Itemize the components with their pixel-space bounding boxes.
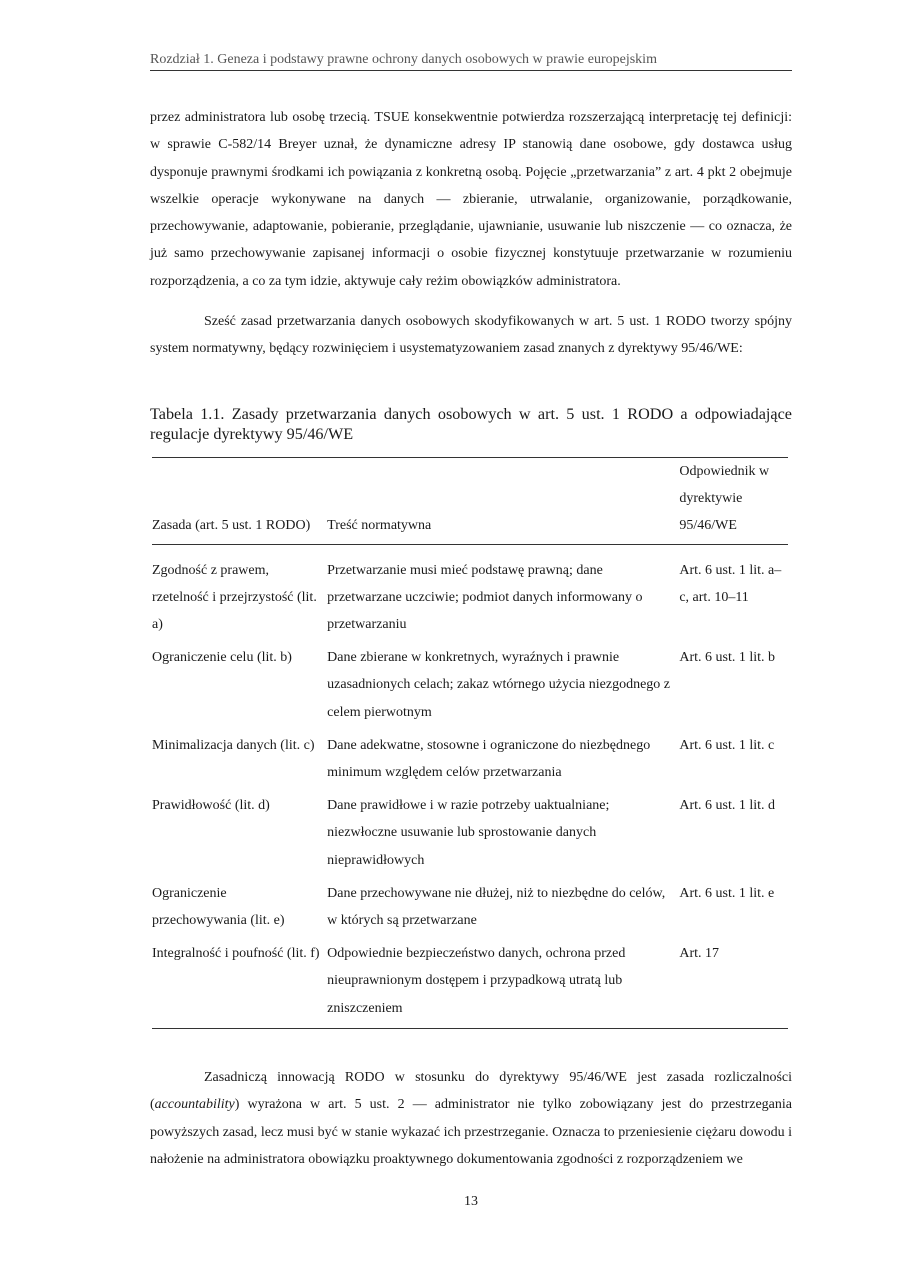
cell-directive: Art. 17 <box>679 946 720 962</box>
header-directive: Odpowiednik w dyrektywie 95/46/WE <box>679 464 770 534</box>
principles-table <box>152 457 788 1029</box>
page-number: 13 <box>464 1194 478 1209</box>
table-row <box>152 544 788 644</box>
body-paragraph-1: przez administratora lub osobę trzecią. TSUE konsekwentnie potwierdza rozszerzającą interpretację tej definicji: w sprawie C-582/14 Breyer uznał, że dynamiczne adresy IP stanowią dane osobowe, gdy dostawca usług dysponuje prawnymi środkami ich powiązania z konkretną osobą. Pojęcie „przetwarzania” z art. 4 pkt 2 obejmuje wszelkie operacje wykonywane na danych — zbieranie, utrwalanie, organizowanie, porządkowanie, przechowywanie, adaptowanie, pobieranie, przeglądanie, ujawnianie, usuwanie lub niszczenie — co oznacza, że już samo przechowywanie zapisanej informacji o osobie fizycznej konstytuuje przetwarzanie w rozumieniu rozporządzenia, a co za tym idzie, aktywuje cały reżim obowiązków administratora. <box>150 110 792 289</box>
header-content: Treść normatywna <box>327 518 432 534</box>
cell-principle: Zgodność z prawem, rzetelność i przejrzystość (lit. a) <box>152 562 317 633</box>
cell-principle: Ograniczenie przechowywania (lit. e) <box>152 885 285 929</box>
running-header: Rozdział 1. Geneza i podstawy prawne ochrony danych osobowych w prawie europejskim <box>150 50 792 71</box>
paragraph-3-after: ) wyrażona w art. 5 ust. 2 — administrator nie tylko zobowiązany jest do przestrzegania powyższych zasad, lecz musi być w stanie wykazać ich przestrzeganie. Oznacza to przeniesienie ciężaru dowodu i nałożenie na administratora obowiązku proaktywnego dokumentowania zgodności z rozporządzeniem we <box>150 1097 792 1167</box>
cell-principle: Ograniczenie celu (lit. b) <box>152 650 292 666</box>
header-principle: Zasada (art. 5 ust. 1 RODO) <box>152 518 311 534</box>
cell-content: Dane adekwatne, stosowne i ograniczone do niezbędnego minimum względem celów przetwarzania <box>327 737 651 781</box>
cell-directive: Art. 6 ust. 1 lit. b <box>679 650 776 666</box>
table-row <box>152 880 788 940</box>
body-paragraph-3 <box>150 1064 792 1173</box>
cell-directive: Art. 6 ust. 1 lit. a–c, art. 10–11 <box>679 562 782 605</box>
cell-content: Przetwarzanie musi mieć podstawę prawną; dane przetwarzane uczciwie; podmiot danych informowany o przetwarzaniu <box>327 562 643 633</box>
body-paragraph-2: Sześć zasad przetwarzania danych osobowych skodyfikowanych w art. 5 ust. 1 RODO tworzy spójny system normatywny, będący rozwinięciem i usystematyzowaniem zasad znanych z dyrektywy 95/46/WE: <box>150 314 792 357</box>
paragraph-3-before: Zasadniczą innowacją RODO w stosunku do dyrektywy 95/46/WE jest zasada rozliczalności ( <box>150 1070 792 1113</box>
cell-content: Dane przechowywane nie dłużej, niż to niezbędne do celów, w których są przetwarzane <box>327 885 666 929</box>
cell-directive: Art. 6 ust. 1 lit. d <box>679 798 776 814</box>
table-row <box>152 940 788 1028</box>
table-row <box>152 732 788 792</box>
accountability-term: accountability <box>154 1097 235 1113</box>
table-header-row <box>152 458 788 545</box>
cell-principle: Minimalizacja danych (lit. c) <box>152 737 315 753</box>
cell-principle: Integralność i poufność (lit. f) <box>152 946 320 962</box>
cell-content: Odpowiednie bezpieczeństwo danych, ochrona przed nieuprawnionym dostępem i przypadkową utratą lub zniszczeniem <box>327 946 626 1016</box>
table-caption: Tabela 1.1. Zasady przetwarzania danych osobowych w art. 5 ust. 1 RODO a odpowiadające regulacje dyrektywy 95/46/WE <box>150 405 792 443</box>
cell-principle: Prawidłowość (lit. d) <box>152 798 270 814</box>
cell-directive: Art. 6 ust. 1 lit. c <box>679 737 775 753</box>
cell-directive: Art. 6 ust. 1 lit. e <box>679 885 775 901</box>
cell-content: Dane zbierane w konkretnych, wyraźnych i prawnie uzasadnionych celach; zakaz wtórnego użycia niezgodnego z celem pierwotnym <box>327 650 671 720</box>
table-row <box>152 644 788 732</box>
table-row <box>152 792 788 880</box>
cell-content: Dane prawidłowe i w razie potrzeby uaktualniane; niezwłoczne usuwanie lub sprostowanie danych nieprawidłowych <box>327 798 610 868</box>
